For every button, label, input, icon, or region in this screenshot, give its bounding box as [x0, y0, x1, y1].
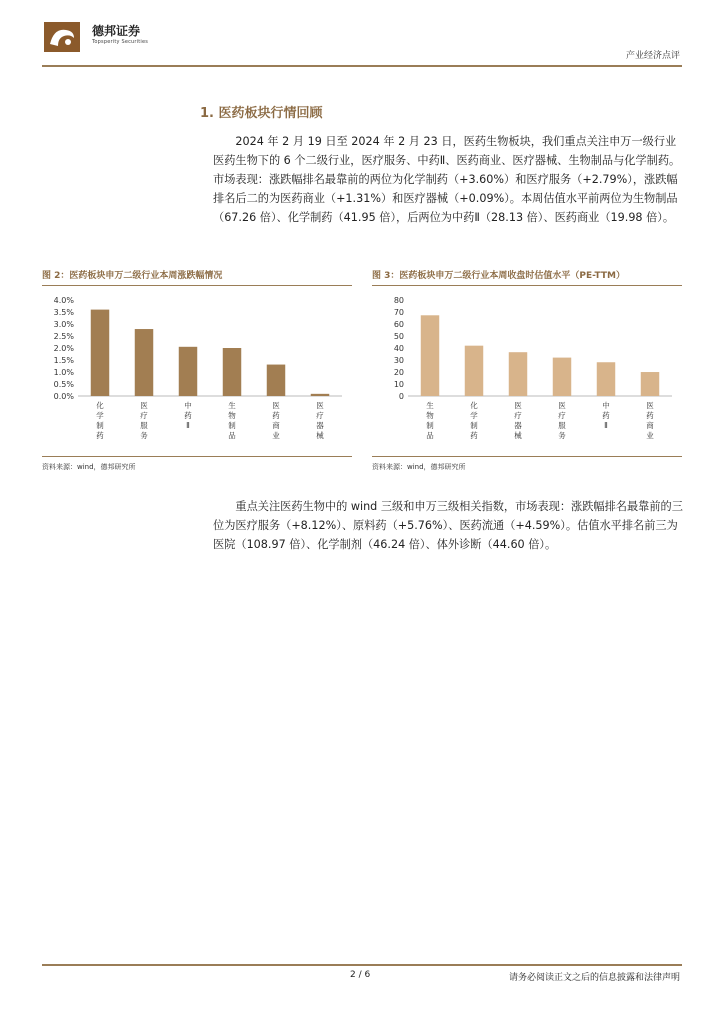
x-tick-label: 生物制品	[426, 401, 434, 440]
paragraph-text: 重点关注医药生物中的 wind 三级和申万三级相关指数，市场表现：涨跌幅排名最靠前的三位为医疗服务（+8.12%）、原料药（+5.76%）、医药流通（+4.59%）。估值水平排名前三为医院（108.97 倍）、化学制剂（46.24 倍）、体外诊断（44.60 倍）。	[213, 500, 683, 551]
y-tick-label: 60	[393, 320, 404, 329]
section-title: 1. 医药板块行情回顾	[200, 106, 323, 121]
y-tick-label: 40	[393, 344, 404, 353]
figure-3-chart	[372, 290, 682, 450]
figure-2-top-rule	[42, 285, 352, 286]
page-number: 2 / 6	[350, 970, 371, 980]
y-tick-label: 3.0%	[53, 320, 74, 329]
x-tick-label: 医药商业	[272, 401, 280, 440]
bar	[91, 310, 109, 396]
x-tick-label: 中药 Ⅱ	[184, 401, 192, 430]
bar	[311, 394, 329, 396]
x-tick-label: 中药 Ⅱ	[602, 401, 610, 430]
y-tick-label: 30	[393, 356, 404, 365]
report-type: 产业经济点评	[625, 51, 680, 61]
page-header	[0, 0, 724, 70]
bar	[553, 358, 571, 396]
y-tick-label: 20	[393, 368, 404, 377]
x-tick-label: 医疗服务	[558, 401, 566, 440]
paragraph-market-review	[213, 132, 683, 227]
bar	[421, 315, 439, 396]
figure-2-title: 图 2：医药板块申万二级行业本周涨跌幅情况	[42, 271, 223, 281]
x-tick-label: 医疗器械	[316, 401, 324, 440]
bar	[179, 347, 197, 396]
x-tick-label: 医疗服务	[140, 401, 148, 440]
figure-2-bottom-rule	[42, 456, 352, 457]
figure-2-source: 资料来源：wind，德邦研究所	[42, 463, 136, 471]
bar	[135, 329, 153, 396]
brand-name-en: Topsperity Securities	[92, 39, 149, 45]
bar	[465, 346, 483, 396]
company-logo-icon	[44, 22, 80, 52]
figure-3-source: 资料来源：wind，德邦研究所	[372, 463, 466, 471]
y-tick-label: 0	[398, 392, 404, 401]
x-tick-label: 化学制药	[470, 401, 478, 440]
x-tick-label: 医疗器械	[514, 401, 522, 440]
y-tick-label: 1.0%	[53, 368, 74, 377]
brand-name: 德邦证券	[92, 24, 141, 38]
footer-disclaimer: 请务必阅读正文之后的信息披露和法律声明	[508, 973, 680, 983]
figure-3-top-rule	[372, 285, 682, 286]
bar	[267, 365, 285, 396]
y-tick-label: 2.0%	[53, 344, 74, 353]
y-tick-label: 70	[393, 308, 404, 317]
bar	[509, 352, 527, 396]
y-tick-label: 10	[393, 380, 404, 389]
header-divider	[42, 65, 682, 67]
y-tick-label: 1.5%	[53, 356, 74, 365]
figure-3-bottom-rule	[372, 456, 682, 457]
x-tick-label: 生物制品	[228, 401, 236, 440]
bar	[597, 362, 615, 396]
y-tick-label: 50	[393, 332, 404, 341]
y-tick-label: 2.5%	[53, 332, 74, 341]
paragraph-index-review	[213, 497, 683, 554]
footer-divider	[42, 964, 682, 966]
bar	[641, 372, 659, 396]
y-tick-label: 0.5%	[53, 380, 74, 389]
figure-3-title: 图 3：医药板块申万二级行业本周收盘时估值水平（PE-TTM）	[372, 271, 625, 281]
y-tick-label: 4.0%	[53, 296, 74, 305]
bar	[223, 348, 241, 396]
y-tick-label: 0.0%	[53, 392, 74, 401]
y-tick-label: 80	[393, 296, 404, 305]
y-tick-label: 3.5%	[53, 308, 74, 317]
x-tick-label: 化学制药	[96, 401, 104, 440]
x-tick-label: 医药商业	[646, 401, 654, 440]
paragraph-text: 2024 年 2 月 19 日至 2024 年 2 月 23 日，医药生物板块，我们重点关注申万一级行业医药生物下的 6 个二级行业，医疗服务、中药Ⅱ、医药商业、医疗器械、生物制品与化学制药。市场表现：涨跌幅排名最靠前的两位为化学制药（+3.60%）和医疗服务（+2.79%），涨跌幅排名后二的为医药商业（+1.31%）和医疗器械（+0.09%）。本周估值水平前两位为生物制品（67.26 倍）、化学制药（41.95 倍），后两位为中药Ⅱ（28.13 倍）、医药商业（19.98 倍）。	[213, 135, 681, 224]
figure-2-chart	[42, 290, 352, 450]
